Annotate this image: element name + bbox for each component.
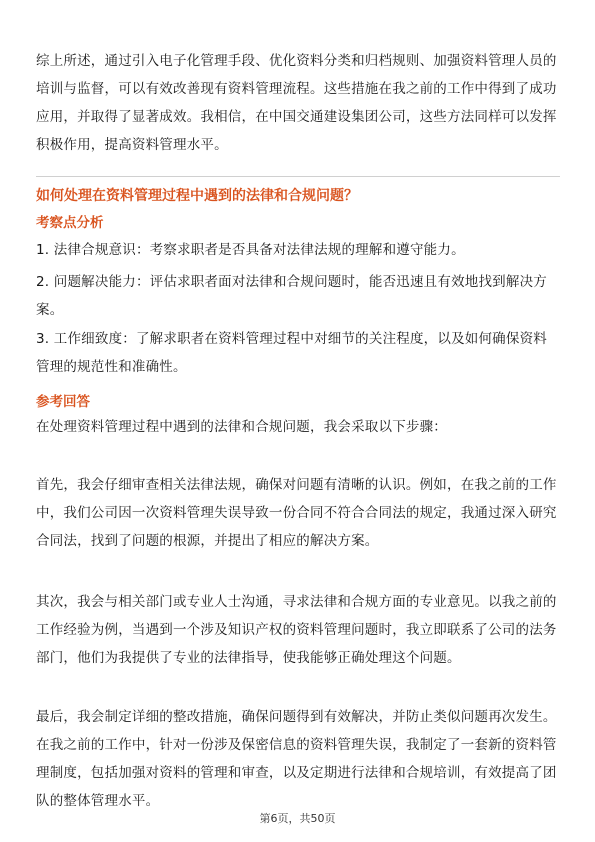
intro-paragraph: 综上所述，通过引入电子化管理手段、优化资料分类和归档规则、加强资料管理人员的培训与监督，可以有效改善现有资料管理流程。这些措施在我之前的工作中得到了成功应用，并取得了显著成效。我相信，在中国交通建设集团公司，这些方法同样可以发挥积极作用，提高资料管理水平。	[36, 53, 557, 153]
answer-paragraph: 首先，我会仔细审查相关法律法规，确保对问题有清晰的认识。例如，在我之前的工作中，我们公司因一次资料管理失误导致一份合同不符合合同法的规定，我通过深入研究合同法，找到了问题的根源，并提出了相应的解决方案。	[36, 477, 557, 549]
section-divider	[36, 176, 560, 177]
question-title: 如何处理在资料管理过程中遇到的法律和合规问题？	[36, 188, 358, 204]
analysis-point: 2. 问题解决能力：评估求职者面对法律和合规问题时，能否迅速且有效地找到解决方案。	[36, 274, 547, 318]
analysis-point: 3. 工作细致度：了解求职者在资料管理过程中对细节的关注程度，以及如何确保资料管理的规范性和准确性。	[36, 331, 547, 375]
analysis-heading: 考察点分析	[36, 215, 104, 231]
answer-intro: 在处理资料管理过程中遇到的法律和合规问题，我会采取以下步骤：	[36, 419, 447, 435]
page-number: 第6页，共50页	[259, 812, 336, 825]
answer-paragraph: 其次，我会与相关部门或专业人士沟通，寻求法律和合规方面的专业意见。以我之前的工作经验为例，当遇到一个涉及知识产权的资料管理问题时，我立即联系了公司的法务部门，他们为我提供了专业的法律指导，使我能够正确处理这个问题。	[36, 594, 557, 666]
analysis-point: 1. 法律合规意识：考察求职者是否具备对法律法规的理解和遵守能力。	[36, 242, 465, 258]
answer-heading: 参考回答	[36, 394, 90, 410]
answer-paragraph: 最后，我会制定详细的整改措施，确保问题得到有效解决，并防止类似问题再次发生。在我之前的工作中，针对一份涉及保密信息的资料管理失误，我制定了一套新的资料管理制度，包括加强对资料的管理和审查，以及定期进行法律和合规培训，有效提高了团队的整体管理水平。	[36, 709, 557, 809]
